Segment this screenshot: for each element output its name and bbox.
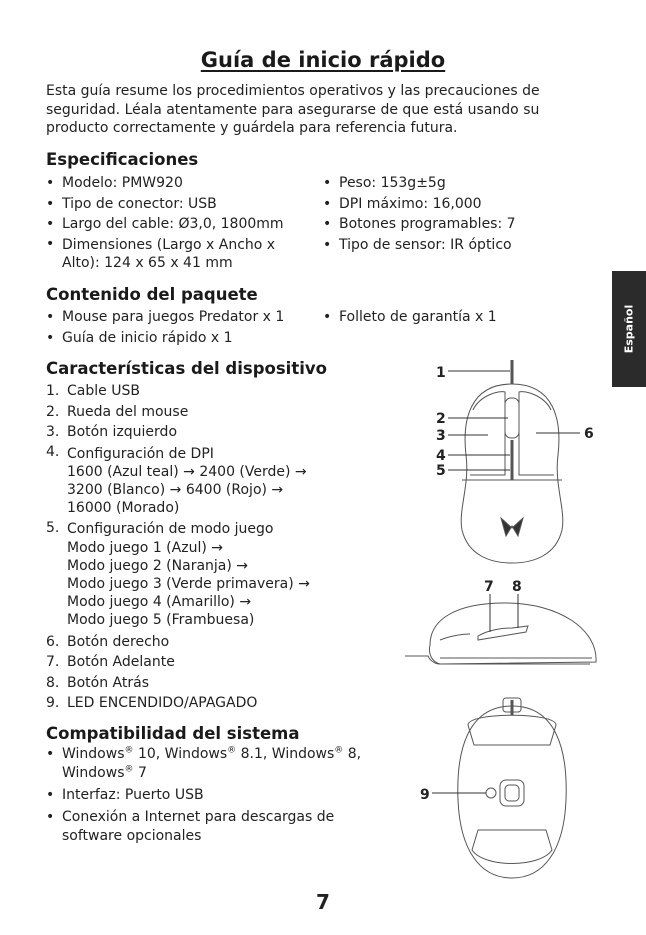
callout-4: 4: [436, 448, 446, 464]
callout-6: 6: [584, 426, 594, 442]
list-item: • Windows® 10, Windows® 8.1, Windows® 8, Windows® 7: [46, 745, 391, 786]
list-item: • Botones programables: 7: [323, 214, 593, 235]
list-item: • Dimensiones (Largo x Ancho x Alto): 124 x 65 x 41 mm: [46, 235, 311, 272]
language-tab-label: Español: [622, 304, 636, 354]
list-item: 8. Botón Atrás: [46, 674, 149, 691]
list-item: 4. Configuración de DPI 1600 (Azul teal) → 2400 (Verde) → 3200 (Blanco) → 6400 (Rojo) → 16000 (Morado): [46, 443, 307, 517]
list-item: • Folleto de garantía x 1: [323, 307, 583, 328]
list-item: • Mouse para juegos Predator x 1: [46, 307, 321, 328]
compat-heading: Compatibilidad del sistema: [46, 724, 300, 743]
list-item: • Conexión a Internet para descargas de software opcionales: [46, 808, 391, 846]
mouse-side-view-illustration: [405, 603, 596, 664]
list-item: 3. Botón izquierdo: [46, 424, 178, 440]
package-heading: Contenido del paquete: [46, 285, 258, 304]
list-item: 5. Configuración de modo juego Modo juego 1 (Azul) → Modo juego 2 (Naranja) → Modo juego 3 (Verde primavera) → Modo juego 4 (Amarillo) → Modo juego 5 (Frambuesa): [46, 520, 310, 629]
callout-2: 2: [436, 411, 446, 427]
list-item: 1. Cable USB: [46, 383, 140, 399]
list-item: 9. LED ENCENDIDO/APAGADO: [46, 695, 258, 712]
list-item: • Modelo: PMW920: [46, 173, 311, 194]
mouse-bottom-view-illustration: [458, 698, 566, 878]
specs-heading: Especificaciones: [46, 150, 199, 169]
list-item: • Tipo de sensor: IR óptico: [323, 235, 593, 256]
list-item: • Interfaz: Puerto USB: [46, 786, 391, 808]
list-item: • Tipo de conector: USB: [46, 194, 311, 215]
callout-8: 8: [512, 579, 522, 595]
list-item: • DPI máximo: 16,000: [323, 194, 593, 215]
intro-paragraph: Esta guía resume los procedimientos operativos y las precauciones de seguridad. Léala atentamente para asegurarse de que está usando su producto correctamente y guárdela para referencia futura.: [46, 83, 540, 136]
page-title: Guía de inicio rápido: [200, 48, 446, 72]
callout-1: 1: [436, 365, 446, 381]
page-number: 7: [316, 890, 330, 914]
list-item: • Largo del cable: Ø3,0, 1800mm: [46, 214, 311, 235]
mouse-top-view-illustration: [461, 360, 563, 563]
list-item: 6. Botón derecho: [46, 633, 170, 650]
callout-7: 7: [484, 579, 494, 595]
callout-5: 5: [436, 463, 446, 479]
list-item: 7. Botón Adelante: [46, 654, 175, 671]
features-heading: Características del dispositivo: [46, 359, 327, 378]
callout-lines: [432, 371, 580, 793]
list-item: 2. Rueda del mouse: [46, 403, 189, 420]
callout-3: 3: [436, 428, 446, 444]
list-item: • Guía de inicio rápido x 1: [46, 328, 321, 349]
list-item: • Peso: 153g±5g: [323, 173, 593, 194]
callout-9: 9: [420, 787, 430, 803]
